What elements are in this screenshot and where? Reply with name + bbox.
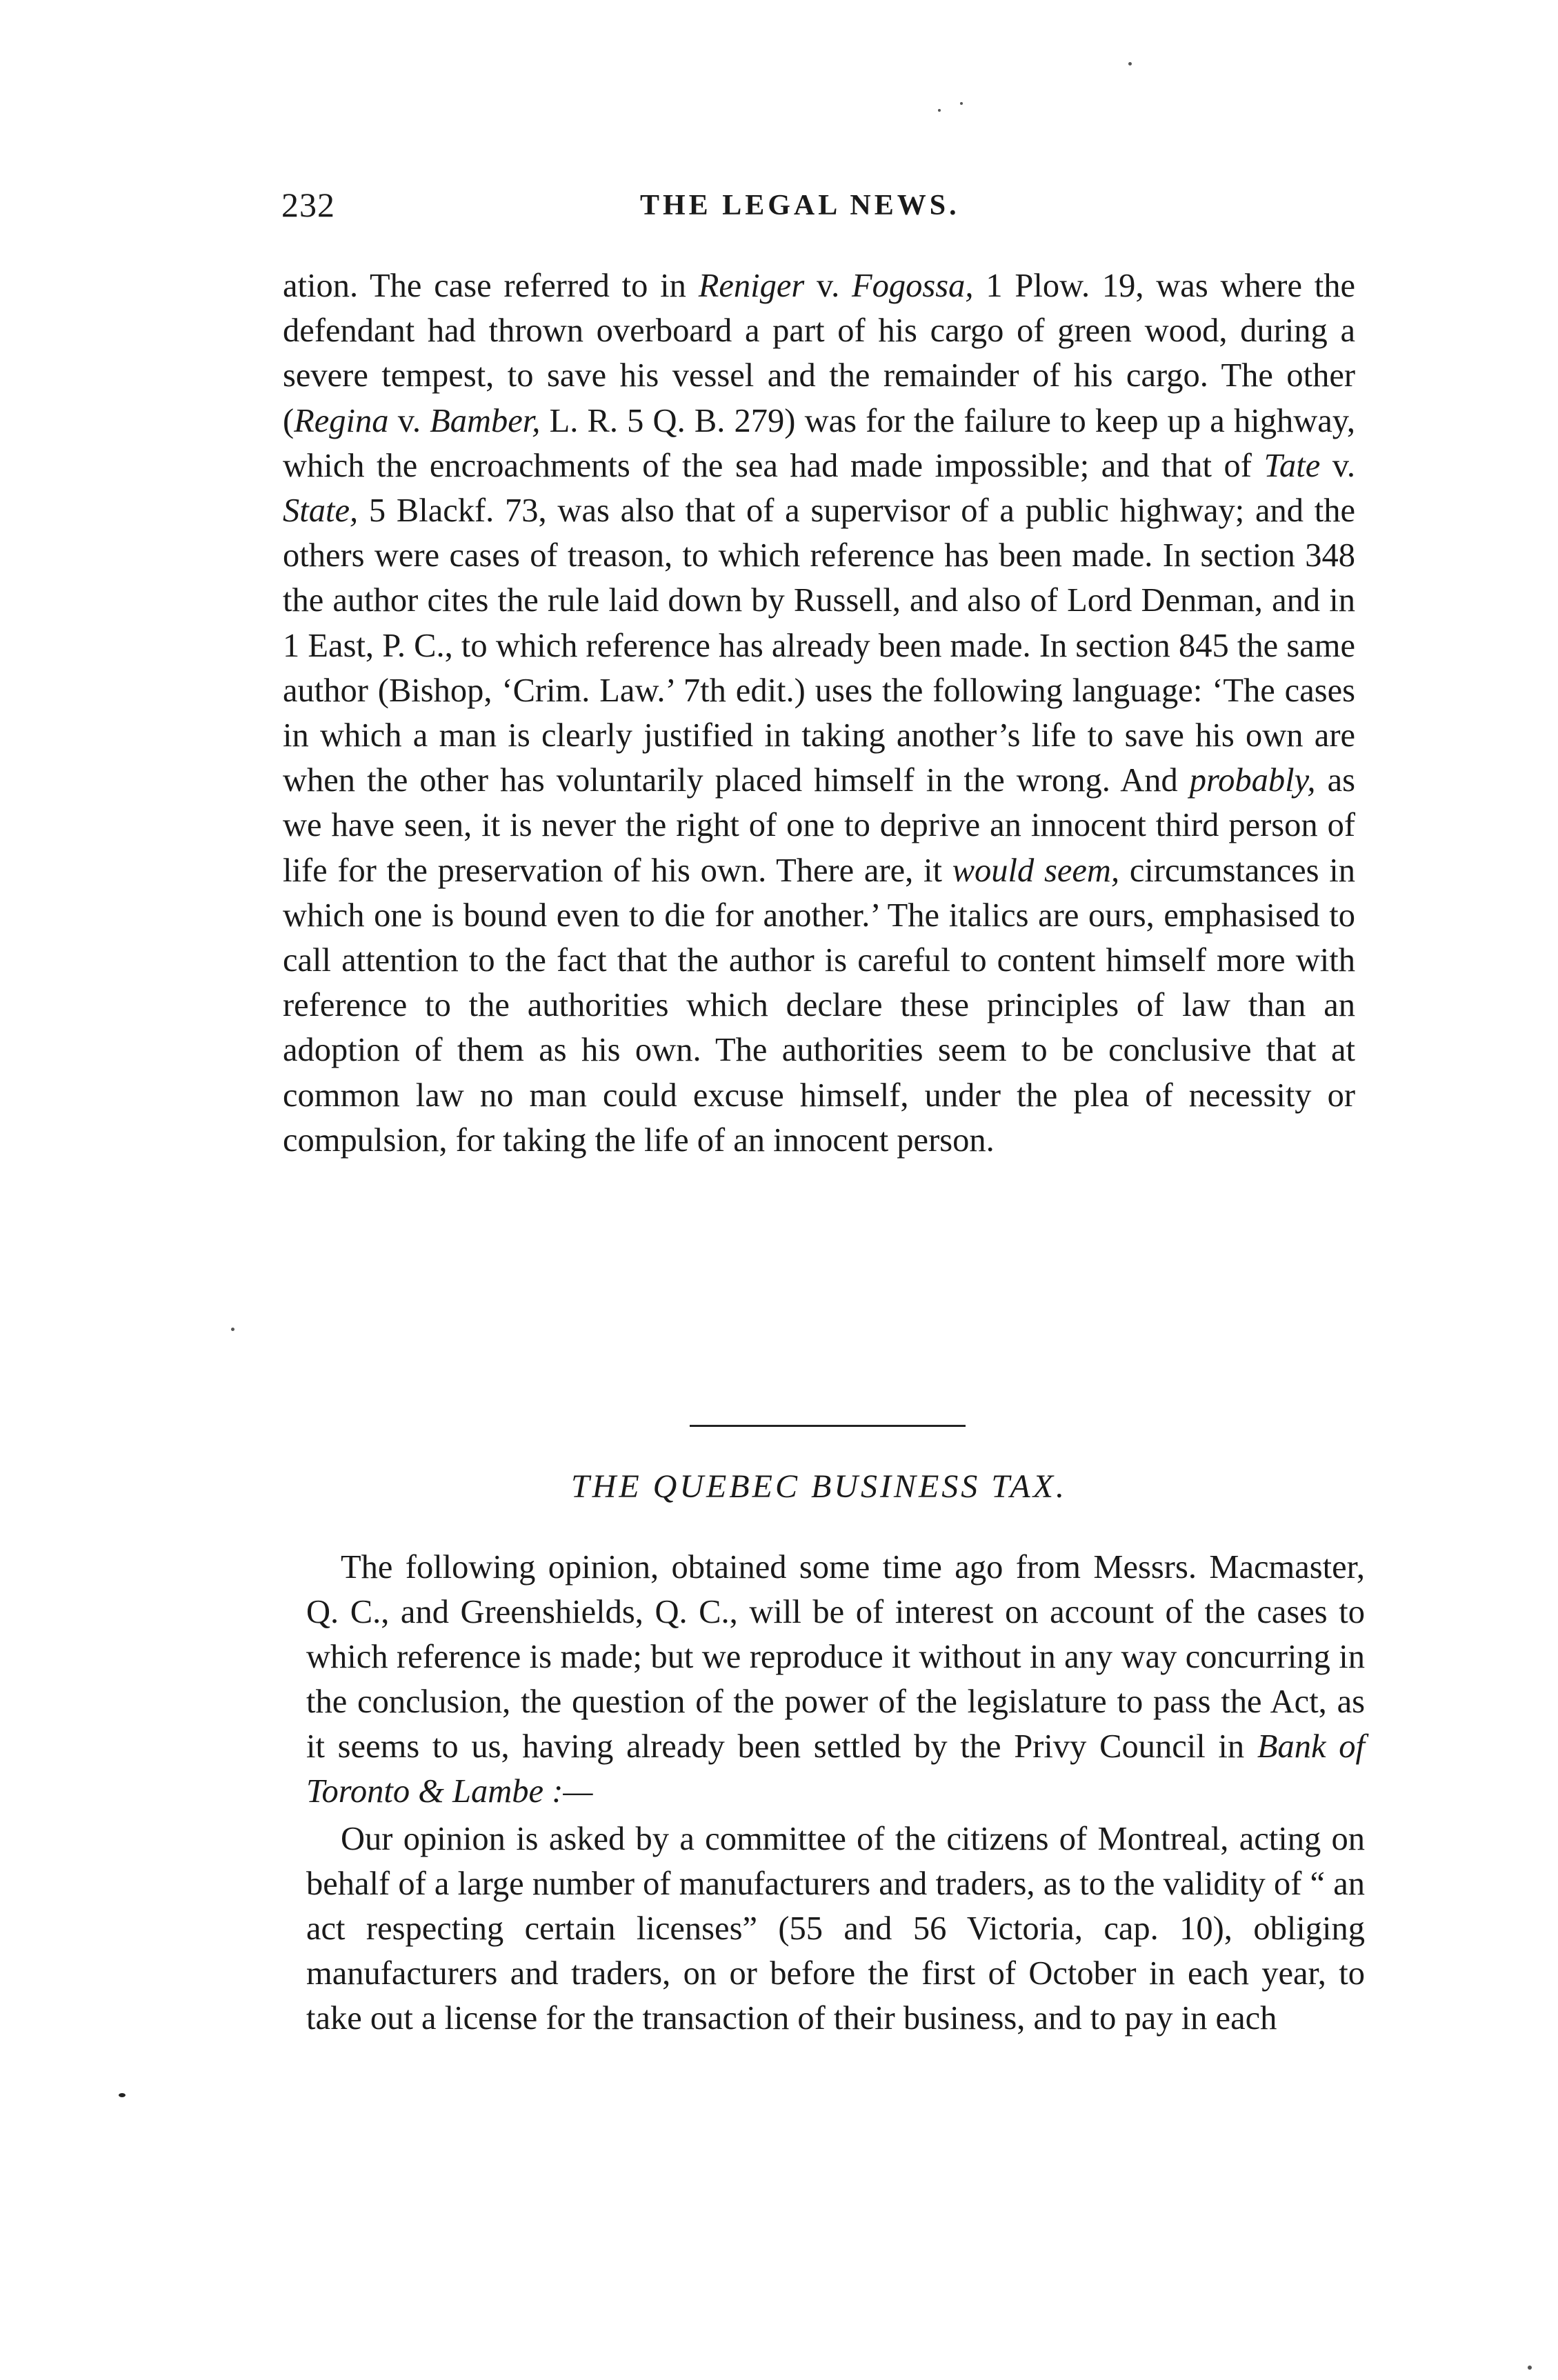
text-run: Our opinion is asked by a committee of the citizens of Montreal, acting on behalf of a large number of manufacturers and traders, as to the validity of “ an act respecting certain licenses” (55 and 56 Victoria, cap. 10), obliging manufacturers and traders, on or before the first of October in each year, to take out a license for the transaction of their business, and to pay in each <box>306 1821 1365 2037</box>
text-run: v. <box>1320 447 1355 484</box>
text-run: circumstances in which one is bound even to die for another.’ The italics are ours, emphasised to call attention to the fact that the author is careful to content himself more with reference to the authorities which declare these principles of law than an adoption of them as his own. The authorities seem to be conclusive that at common law no man could excuse himself, under the plea of necessity or compulsion, for taking the life of an innocent person. <box>283 852 1356 1159</box>
section-body <box>306 1545 1365 2043</box>
italic-text-run: Reniger <box>698 268 805 304</box>
italic-text-run: Bamber, <box>430 402 541 439</box>
italic-text-run: Fogossa, <box>852 268 974 304</box>
running-title: THE LEGAL NEWS. <box>640 190 960 221</box>
text-run: 1 Plow. 19, was where the defendant had thrown overboard a part of his cargo of green wood, during a severe tempest, to save his vessel and the remainder of his cargo. The other ( <box>283 268 1356 439</box>
scan-speck <box>938 109 941 112</box>
page-number: 232 <box>281 186 335 224</box>
section-paragraph <box>306 1545 1365 1814</box>
scan-speck <box>960 102 963 105</box>
italic-text-run: would seem, <box>952 852 1120 889</box>
text-run: v. <box>804 268 852 304</box>
scan-speck <box>1128 62 1132 66</box>
text-run: The following opinion, obtained some time ago from Messrs. Macmaster, Q. C., and Greenshields, Q. C., will be of interest on account of the cases to which reference is made; but we reproduce it without in any way concurring in the conclusion, the question of the power of the legislature to pass the Act, as it seems to us, having already been settled by the Privy Council in <box>306 1549 1365 1765</box>
italic-text-run: probably, <box>1189 762 1316 799</box>
italic-text-run: Tate <box>1264 447 1321 484</box>
text-run: 5 Blackf. 73, was also that of a supervisor of a public highway; and the others were cases of treason, to which reference has been made. In section 348 the author cites the rule laid down by Russell, and also of Lord Denman, and in 1 East, P. C., to which reference has already been made. In section 845 the same author (Bishop, ‘Crim. Law.’ 7th edit.) uses the following language: ‘The cases in which a man is clearly justified in taking another’s life to save his own are when the other has voluntarily placed himself in the wrong. And <box>283 492 1355 799</box>
italic-text-run: State, <box>283 492 359 530</box>
text-run: L. R. 5 Q. B. 279) was for the failure to keep up a highway, which the encroachments of the sea had made impossible; and that of <box>283 402 1355 484</box>
section-title: THE QUEBEC BUSINESS TAX. <box>570 1468 1068 1505</box>
text-run: v. <box>388 402 430 439</box>
text-run: ation. The case referred to in <box>283 268 699 304</box>
italic-text-run: Bank of Toronto & Lambe :— <box>306 1728 1365 1810</box>
page-header <box>281 185 1357 226</box>
scan-speck <box>231 1328 234 1331</box>
text-run: as we have seen, it is never the right of one to deprive an innocent third person of life for the preservation of his own. There are, it <box>283 762 1356 889</box>
article-paragraph <box>283 263 1355 1163</box>
section-paragraph <box>306 1817 1365 2041</box>
section-divider <box>690 1425 966 1427</box>
article-continuation <box>283 263 1355 1163</box>
italic-text-run: Regina <box>294 402 389 439</box>
scan-speck <box>1528 2366 1532 2370</box>
scan-speck <box>119 2093 126 2097</box>
